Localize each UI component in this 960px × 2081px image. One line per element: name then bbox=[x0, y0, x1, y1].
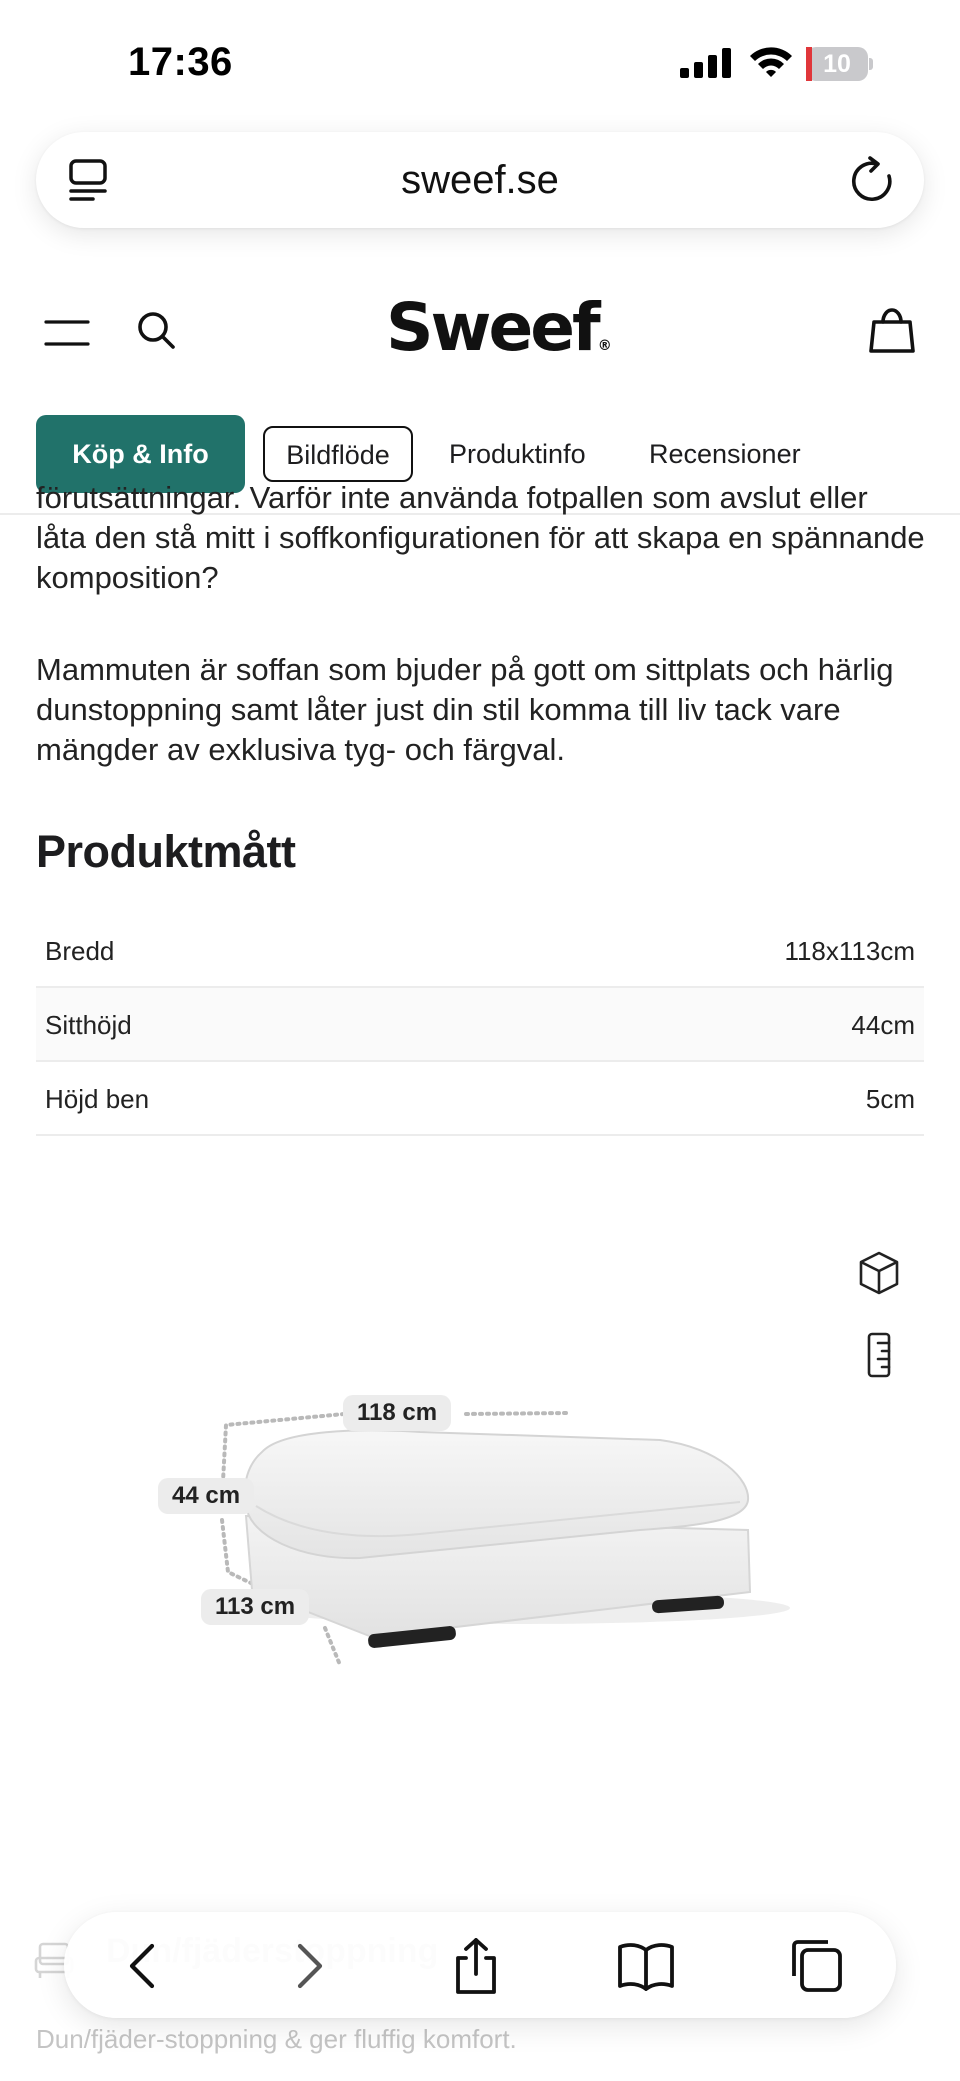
share-icon[interactable] bbox=[446, 1936, 506, 1996]
battery-icon bbox=[806, 47, 872, 81]
dimension-value: 118x113cm bbox=[784, 936, 915, 966]
status-time: 17:36 bbox=[128, 40, 233, 84]
tab-bildflode[interactable]: Bildflöde bbox=[263, 426, 413, 482]
product-image[interactable] bbox=[0, 1160, 960, 1720]
height-chip: 44 cm bbox=[158, 1478, 254, 1514]
back-icon[interactable] bbox=[114, 1936, 174, 1996]
dimension-value: 44cm bbox=[851, 1010, 915, 1040]
table-row bbox=[36, 988, 924, 1062]
depth-chip: 113 cm bbox=[201, 1589, 309, 1625]
url-text[interactable]: sweef.se bbox=[401, 158, 559, 202]
cube-icon[interactable] bbox=[858, 1250, 900, 1296]
tab-produktinfo[interactable]: Produktinfo bbox=[449, 439, 586, 469]
dimensions-title: Produktmått bbox=[36, 826, 296, 877]
bookmarks-icon[interactable] bbox=[616, 1936, 676, 1996]
forward-icon[interactable] bbox=[278, 1936, 338, 1996]
table-row bbox=[36, 1062, 924, 1136]
brand-logo[interactable]: Sweef® bbox=[386, 289, 612, 366]
table-row bbox=[36, 914, 924, 988]
description-paragraph: Mammuten är soffan som bjuder på gott om sittplats och härlig dunstoppning samt låter just din stil komma till liv tack vare mängder av exklusiva tyg- och färgval. bbox=[36, 652, 894, 767]
dimension-value: 5cm bbox=[865, 1084, 915, 1114]
tab-kop-info[interactable]: Köp & Info bbox=[36, 415, 245, 493]
cellular-signal-icon bbox=[680, 48, 732, 78]
width-chip: 118 cm bbox=[343, 1395, 451, 1431]
address-bar[interactable] bbox=[36, 132, 924, 228]
status-bar bbox=[0, 0, 960, 120]
site-header bbox=[0, 290, 960, 370]
bag-icon[interactable] bbox=[868, 304, 916, 354]
menu-icon[interactable] bbox=[44, 318, 90, 348]
battery-level: 10 bbox=[823, 50, 851, 78]
search-icon[interactable] bbox=[136, 310, 176, 350]
ruler-icon[interactable] bbox=[866, 1332, 892, 1378]
dimension-label: Höjd ben bbox=[45, 1084, 150, 1114]
dimensions-table bbox=[36, 914, 924, 1136]
reload-icon[interactable] bbox=[850, 156, 896, 204]
tabs-icon[interactable] bbox=[786, 1936, 846, 1996]
dimension-label: Bredd bbox=[45, 936, 115, 966]
wifi-icon bbox=[748, 44, 794, 78]
browser-toolbar bbox=[64, 1912, 896, 2018]
description-partial: förutsättningar. Varför inte använda fotpallen som avslut eller låta den stå mitt i soffkonfigurationen för att skapa en spännande komposition? bbox=[36, 480, 925, 595]
dimension-label: Sitthöjd bbox=[45, 1010, 132, 1040]
feature-description: Dun/fjäder-stoppning & ger fluffig komfort. bbox=[36, 2024, 517, 2054]
tab-recensioner[interactable]: Recensioner bbox=[649, 439, 801, 469]
